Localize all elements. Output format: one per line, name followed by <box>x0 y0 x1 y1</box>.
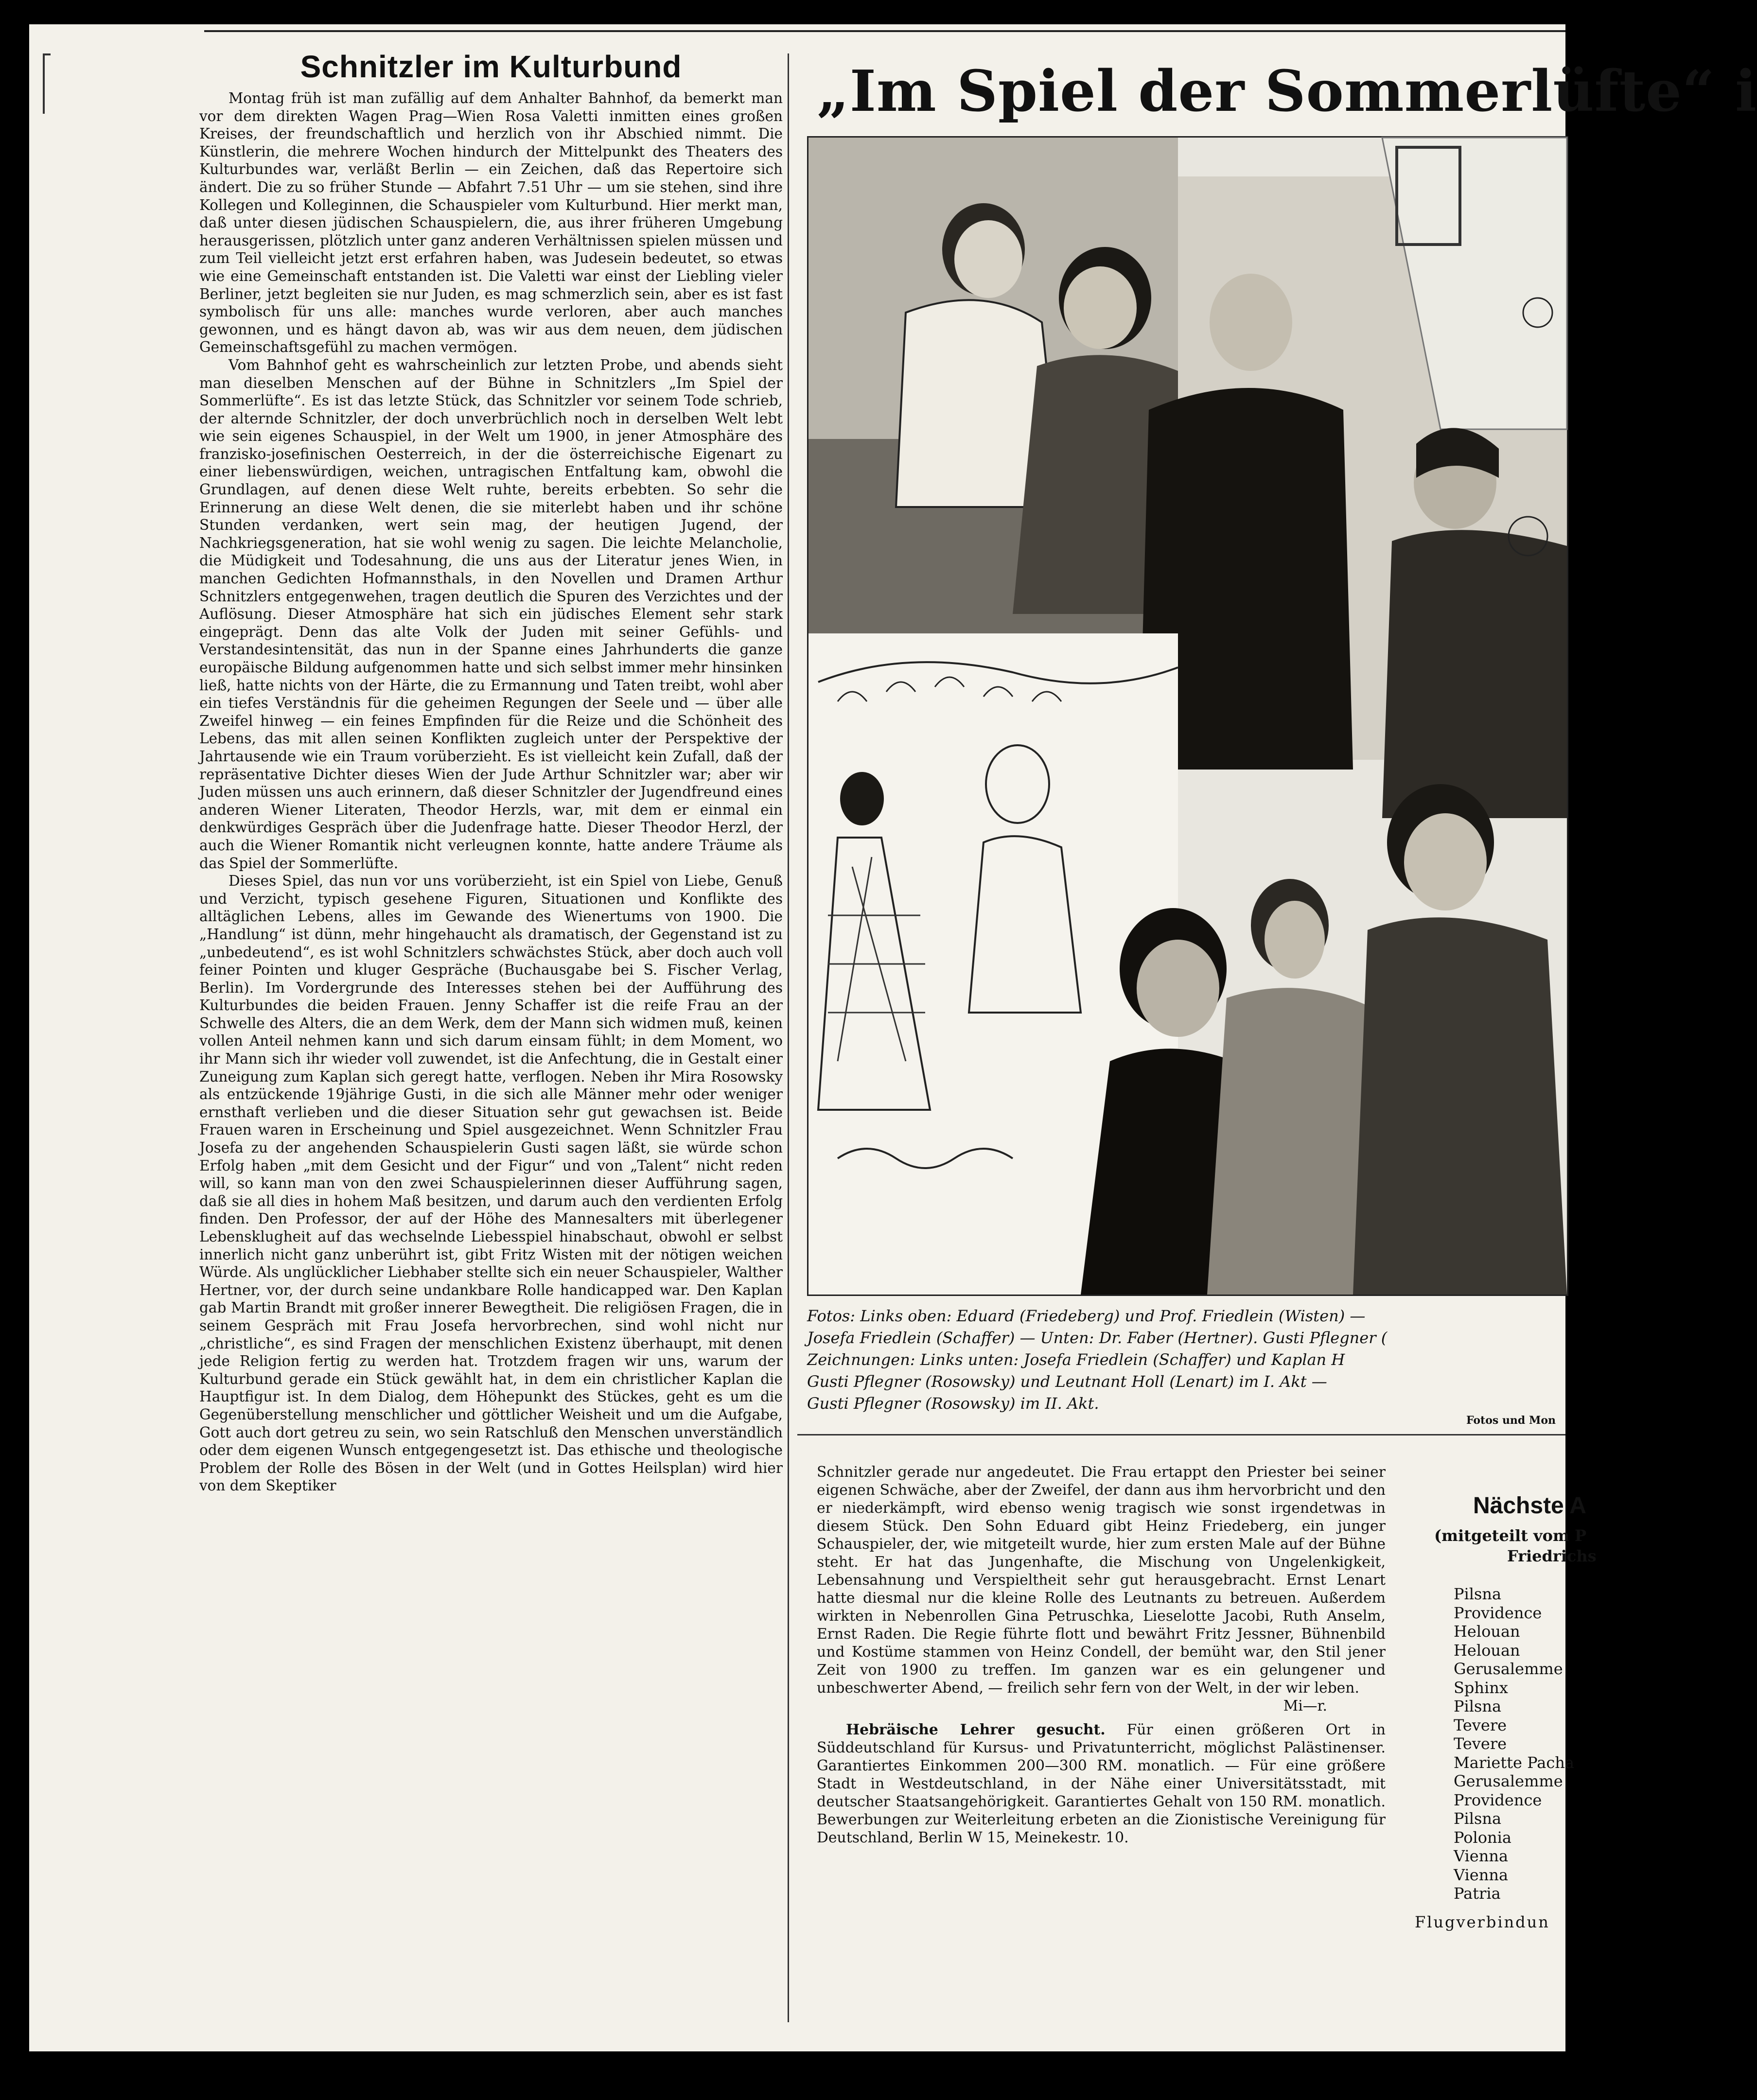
corner-mark <box>43 53 51 114</box>
list-item: Vienna <box>1454 1865 1509 1884</box>
list-item: Mariette Pacha <box>1454 1753 1574 1772</box>
list-item: Tevere <box>1454 1734 1507 1753</box>
article-continuation <box>817 1463 1386 1959</box>
caption-line: Gusti Pflegner (Rosowsky) im II. Akt. <box>807 1394 1099 1413</box>
caption-line: Gusti Pflegner (Rosowsky) und Leutnant Holl (Lenart) im I. Akt — <box>807 1372 1327 1391</box>
list-item: Providence <box>1454 1790 1542 1809</box>
list-item: Sphinx <box>1454 1678 1508 1697</box>
photo-caption <box>807 1305 1565 1432</box>
list-item: Gerusalemme <box>1454 1772 1563 1790</box>
list-item: Patria <box>1454 1884 1501 1903</box>
notice-paragraph <box>817 1721 1386 1847</box>
article-paragraph: Montag früh ist man zufällig auf dem Anhalter Bahnhof, da bemerkt man vor dem direkten Wagen Prag—Wien Rosa Valetti inmitten eines großen Kreises, der freundschaftlich und herzlich von ihr Abschied nimmt. Die Künstlerin, die mehrere Wochen hindurch der Mittelpunkt des Theaters des Kulturbundes war, verläßt Berlin — ein Zeichen, daß das Repertoire sich ändert. Die zu so früher Stunde — Abfahrt 7.51 Uhr — um sie stehen, sind ihre Kollegen und Kolleginnen, die Schauspieler vom Kulturbund. Hier merkt man, daß unter diesen jüdischen Schauspielern, die, aus ihrer früheren Umgebung herausgerissen, plötzlich unter ganz anderen Verhältnissen spielen müssen und zum Teil vielleicht jetzt erst erfahren haben, was Judesein bedeutet, so etwas wie eine Gemeinschaft entstanden ist. Die Valetti war einst der Liebling vieler Berliner, jetzt begleiten sie nur Juden, es mag schmerzlich sein, aber es ist fast symbolisch für uns alle: manches wurde verloren, aber auch manches gewonnen, und es hängt davon ab, was wir aus dem neuen, dem jüdischen Gemeinschaftsgefühl zu machen vermögen. <box>199 90 783 356</box>
list-item: Pilsna <box>1454 1809 1502 1828</box>
top-rule <box>204 30 1565 32</box>
list-item: Polonia <box>1454 1828 1511 1847</box>
schedule-footer: Flugverbindun <box>1415 1912 1550 1931</box>
photo-collage <box>807 136 1568 1296</box>
caption-line: Zeichnungen: Links unten: Josefa Friedlein (Schaffer) und Kaplan H <box>807 1350 1345 1369</box>
newspaper-page <box>29 24 1757 2051</box>
author-signature: Mi—r. <box>1283 1698 1327 1715</box>
continuation-paragraph: Schnitzler gerade nur angedeutet. Die Frau ertappt den Priester bei seiner eigenen Schwäche, aber der Zweifel, der dann aus ihm hervorbricht und den er niederkämpft, wird ebenso wenig tragisch wie sonst irgendetwas in diesem Stück. Den Sohn Eduard gibt Heinz Friedeberg, ein junger Schauspieler, der, wie mitgeteilt wurde, hier zum ersten Male auf der Bühne steht. Er hat das Jungenhafte, die Mischung von Ungelenkigkeit, Lebensahnung und Verspieltheit sehr gut herausgebracht. Ernst Lenart hatte diesmal nur die kleine Rolle des Leutnants zu betreuen. Außerdem wirkten in Nebenrollen Gina Petruschka, Lieselotte Jacobi, Ruth Anselm, Ernst Raden. Die Regie führte flott und bewährt Fritz Jessner, Bühnenbild und Kostüme stammen von Heinz Condell, der bemüht war, den Stil jener Zeit von 1900 zu treffen. Im ganzen war es ein gelungener und unbeschwerter Abend, — freilich sehr fern von der Welt, in der wir leben. <box>817 1464 1386 1697</box>
schedule-subtitle: (mitgeteilt vom P <box>1434 1526 1587 1545</box>
schedule-title: Nächste A <box>1473 1493 1586 1519</box>
schedule-subtitle-2: Friedrichs <box>1507 1547 1597 1565</box>
list-item: Helouan <box>1454 1622 1520 1641</box>
article-left <box>199 49 783 2017</box>
caption-line: Josefa Friedlein (Schaffer) — Unten: Dr. Faber (Hertner). Gusti Pflegner ( <box>807 1329 1388 1347</box>
feature-headline: „Im Spiel der Sommerlüfte“ i <box>817 58 1757 124</box>
article-paragraph: Dieses Spiel, das nun vor uns vorüberzieht, ist ein Spiel von Liebe, Genuß und Verzicht, typisch gesehene Figuren, Situationen und Konflikte des alltäglichen Lebens, alles im Gewande des Wienertums von 1900. Die „Handlung“ ist dünn, mehr hingehaucht als dramatisch, der Gegenstand ist zu „unbedeutend“, es ist wohl Schnitzlers schwächstes Stück, aber doch auch voll feiner Pointen und kluger Gespräche (Buchausgabe bei S. Fischer Verlag, Berlin). Im Vordergrunde des Interesses stehen bei der Aufführung des Kulturbundes die beiden Frauen. Jenny Schaffer ist die reife Frau an der Schwelle des Alters, die an dem Werk, dem der Mann sich widmen muß, keinen vollen Anteil nehmen kann und sich darum einsam fühlt; in dem Moment, wo ihr Mann sich ihr wieder voll zuwendet, ist die Anfechtung, die in Gestalt einer Zuneigung zum Kaplan sich geregt hatte, verflogen. Neben ihr Mira Rosowsky als entzückende 19jährige Gusti, in die sich alle Männer mehr oder weniger ernsthaft verlieben und die dieser Situation sehr gut gewachsen ist. Beide Frauen waren in Erscheinung und Spiel ausgezeichnet. Wenn Schnitzler Frau Josefa zu der angehenden Schauspielerin Gusti sagen läßt, sie würde schon Erfolg haben „mit dem Gesicht und der Figur“ und von „Talent“ nicht reden will, so kann man von den zwei Schauspielerinnen dieser Aufführung sagen, daß sie all dies in hohem Maß besitzen, und darum auch den verdienten Erfolg finden. Den Professor, der auf der Höhe des Mannesalters mit überlegener Lebensklugheit auf das wechselnde Liebesspiel hinabschaut, obwohl er selbst innerlich nicht ganz unberührt ist, gibt Fritz Wisten mit der nötigen weichen Würde. Als unglücklicher Liebhaber stellte sich ein neuer Schauspieler, Walther Hertner, vor, der durch seine undankbare Rolle handicapped war. Den Kaplan gab Martin Brandt mit großer innerer Bewegtheit. Die religiösen Fragen, die in seinem Gespräch mit Frau Josefa hervorbrechen, sind wohl nicht nur „christliche“, es sind Fragen der menschlichen Existenz überhaupt, mit denen jede Religion fertig zu werden hat. Trotzdem fragen wir uns, warum der Kulturbund gerade ein Stück gewählt hat, in dem ein christlicher Kaplan die Hauptfigur ist. In dem Dialog, dem Höhepunkt des Stückes, geht es um die Gegenüberstellung menschlicher und göttlicher Weisheit und um die Aufgabe, Gott auch dort getreu zu sein, wo sein Ratschluß den Menschen unverständlich oder dem eigenen Wunsch entgegengesetzt ist. Das ethische und theologische Problem der Rolle des Bösen in der Welt (und in Gottes Heilsplan) wird hier von dem Skeptiker <box>199 873 783 1494</box>
list-item: Gerusalemme <box>1454 1660 1563 1678</box>
list-item: Providence <box>1454 1603 1542 1622</box>
list-item: Pilsna <box>1454 1697 1502 1715</box>
list-item: Tevere <box>1454 1715 1507 1734</box>
notice-title: Hebräische Lehrer gesucht. <box>846 1721 1106 1738</box>
notice-text: Für einen größeren Ort in Süddeutschland für Kursus- und Privatunterricht, möglichst Palästinenser. Garantiertes Einkommen 200—300 RM. monatlich. — Für eine größere Stadt in Westdeutschland, in der Nähe einer Universitätsstadt, mit deutscher Staatsangehörigkeit. Garantiertes Gehalt von 150 RM. monatlich. Bewerbungen zur Weiterleitung erbeten an die Zionistische Vereinigung für Deutschland, Berlin W 15, Meinekestr. 10. <box>817 1721 1386 1846</box>
list-item: Helouan <box>1454 1641 1520 1660</box>
list-item: Pilsna <box>1454 1585 1502 1603</box>
section-divider <box>797 1434 1565 1435</box>
collage-illustration <box>808 138 1567 1295</box>
ship-list <box>1454 1585 1574 1903</box>
caption-line: Fotos: Links oben: Eduard (Friedeberg) und Prof. Friedlein (Wisten) — <box>807 1307 1366 1325</box>
article-paragraph: Vom Bahnhof geht es wahrscheinlich zur letzten Probe, und abends sieht man dieselben Menschen auf der Bühne in Schnitzlers „Im Spiel der Sommerlüfte“. Es ist das letzte Stück, das Schnitzler vor seinem Tode schrieb, der alternde Schnitzler, der doch unverbrüchlich noch in derselben Welt lebt wie sein eigenes Schauspiel, in der Welt um 1900, in jener Atmosphäre des franzisko-josefinischen Oesterreich, in der die österreichische Eigenart zu einer liebenswürdigen, weichen, untragischen Entfaltung kam, obwohl die Grundlagen, auf denen diese Welt ruhte, bereits erbebten. So sehr die Erinnerung an diese Welt denen, die sie miterlebt haben und ihr schöne Stunden verdanken, wert sein mag, der heutigen Jugend, der Nachkriegsgeneration, hat sie wohl wenig zu sagen. Die leichte Melancholie, die Müdigkeit und Todesahnung, die uns aus der Literatur jenes Wien, in manchen Gedichten Hofmannsthals, in den Novellen und Dramen Arthur Schnitzlers entgegenwehen, tragen deutlich die Spuren des Verzichtes und der Auflösung. Dieser Atmosphäre hat sich ein jüdisches Element sehr stark eingeprägt. Denn das alte Volk der Juden mit seiner Gefühls- und Verstandesintensität, das nun in der Spanne eines Jahrhunderts die ganze europäische Bildung aufgenommen hatte und sich selbst immer mehr hinsinken ließ, hatte nichts von der Härte, die zu Ermannung und Taten treibt, wohl aber ein tiefes Verständnis für die geheimen Regungen der Seele und — über alle Zweifel hinweg — ein feines Empfinden für die Reize und die Schönheit des Lebens, das mit allen seinen Konflikten zugleich unter der Perspektive der Jahrtausende wie ein Traum vorüberzieht. Es ist vielleicht kein Zufall, daß der repräsentative Dichter dieses Wien der Jude Arthur Schnitzler war; aber wir Juden müssen uns auch erinnern, daß dieser Schnitzler der Jugendfreund eines anderen Wiener Literaten, Theodor Herzls, war, mit dem er einmal ein denkwürdiges Gespräch über die Judenfrage hatte. Dieser Theodor Herzl, der auch die Wiener Romantik nicht verleugnen konnte, hatte andere Träume als das Spiel der Sommerlüfte. <box>199 356 783 872</box>
list-item: Vienna <box>1454 1847 1509 1865</box>
ship-schedule <box>1410 1463 1597 1978</box>
photo-credit: Fotos und Mon <box>1466 1414 1556 1427</box>
article-headline: Schnitzler im Kulturbund <box>300 49 682 84</box>
column-divider <box>788 53 789 2022</box>
